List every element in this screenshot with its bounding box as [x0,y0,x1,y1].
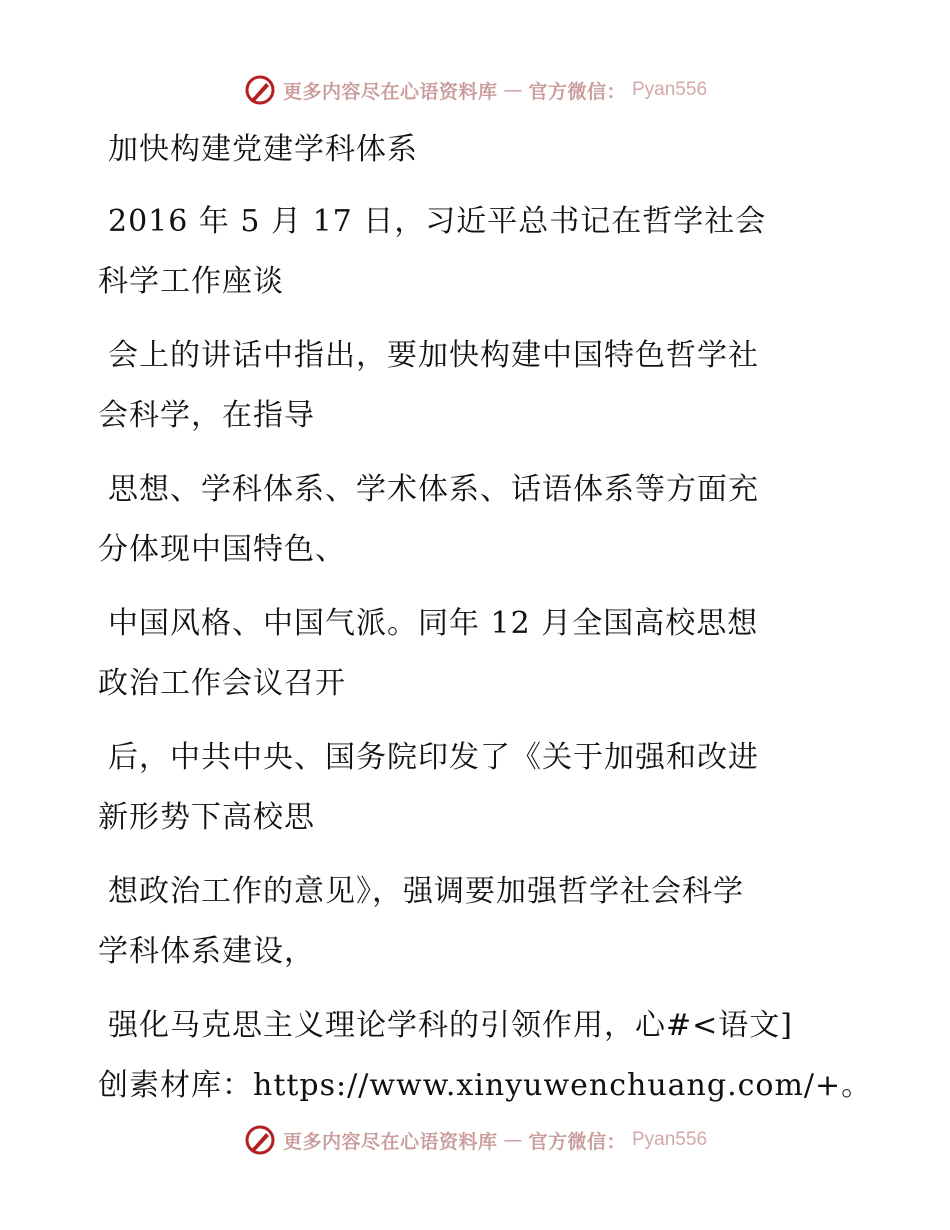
document-title: 加快构建党建学科体系 [108,132,418,167]
paragraph-line: 新形势下高校思 [98,800,315,835]
paragraph-line: 会上的讲话中指出，要加快构建中国特色哲学社 [108,338,759,373]
watermark-text: 更多内容尽在心语资料库 [282,1130,498,1153]
paragraph-line: 创素材库：https://www.xinyuwenchuang.com/+。 [98,1068,873,1103]
footer-watermark [0,1120,950,1160]
watermark-wechat-label: 官方微信： [528,1130,626,1153]
document-body [98,120,873,1116]
paragraph-line: 政治工作会议召开 [98,666,346,701]
paragraph-line: 中国风格、中国气派。同年 12 月全国高校思想 [108,606,759,641]
header-watermark [0,70,950,110]
paragraph-line: 后，中共中央、国务院印发了《关于加强和改进 [108,740,759,775]
paragraph-line: 学科体系建设， [98,934,315,969]
watermark-wechat-label: 官方微信： [528,80,626,103]
paragraph-line: 想政治工作的意见》，强调要加强哲学社会科学 [108,874,744,909]
paragraph-line: 分体现中国特色、 [98,532,346,567]
pen-logo-icon [243,1123,277,1157]
watermark-separator: — [503,1129,523,1151]
paragraph-line: 会科学，在指导 [98,398,315,433]
paragraph-line: 2016 年 5 月 17 日，习近平总书记在哲学社会 [108,204,767,239]
watermark-wechat-id: Pyan556 [632,1129,708,1150]
paragraph-line: 科学工作座谈 [98,264,284,299]
pen-logo-icon [243,73,277,107]
paragraph-line: 强化马克思主义理论学科的引领作用，心#<语文] [108,1008,793,1043]
watermark-text: 更多内容尽在心语资料库 [282,80,498,103]
watermark-separator: — [503,79,523,101]
watermark-wechat-id: Pyan556 [632,79,708,100]
paragraph-line: 思想、学科体系、学术体系、话语体系等方面充 [108,472,759,507]
